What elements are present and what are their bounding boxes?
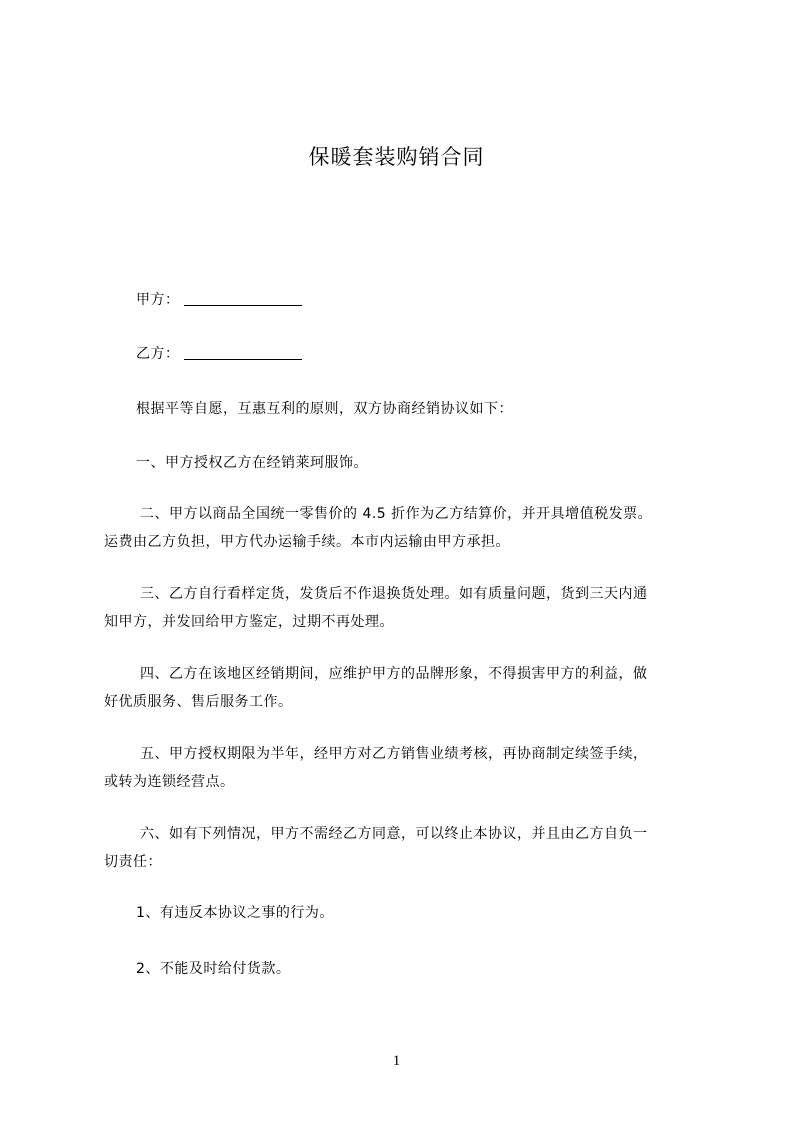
clause-1 — [104, 449, 704, 477]
clause-5 — [104, 740, 704, 796]
item-2 — [104, 955, 704, 983]
clause-3-line-1: 三、乙方自行看样定货，发货后不作退换货处理。如有质量问题，货到三天内通 — [140, 586, 648, 602]
party-b-line — [104, 340, 704, 368]
page-number: 1 — [392, 1053, 401, 1069]
document-title: 保暖套装购销合同 — [308, 145, 485, 169]
clause-1-text: 一、甲方授权乙方在经销莱珂服饰。 — [136, 455, 368, 471]
clause-6 — [104, 820, 704, 876]
item-1 — [104, 899, 704, 927]
clause-3 — [104, 580, 704, 636]
clause-5-line-2: 或转为连锁经营点。 — [104, 774, 235, 790]
clause-4 — [104, 660, 704, 716]
clause-2 — [104, 500, 704, 556]
party-b-blank — [184, 345, 302, 360]
intro-text: 根据平等自愿，互惠互利的原则，双方协商经销协议如下： — [136, 401, 513, 417]
item-2-text: 2、不能及时给付货款。 — [136, 961, 291, 977]
party-a-line — [104, 286, 704, 314]
party-a-blank — [184, 291, 302, 306]
intro-paragraph — [104, 395, 704, 423]
party-a-label: 甲方： — [136, 292, 180, 308]
clause-4-line-1: 四、乙方在该地区经销期间，应维护甲方的品牌形象，不得损害甲方的利益，做 — [140, 666, 648, 682]
clause-6-line-1: 六、如有下列情况，甲方不需经乙方同意，可以终止本协议，并且由乙方自负一 — [140, 826, 648, 842]
clause-2-line-1: 二、甲方以商品全国统一零售价的 4.5 折作为乙方结算价，并开具增值税发票。 — [140, 506, 653, 522]
item-1-text: 1、有违反本协议之事的行为。 — [136, 905, 334, 921]
clause-2-line-2: 运费由乙方负担，甲方代办运输手续。本市内运输由甲方承担。 — [104, 534, 510, 550]
clause-3-line-2: 知甲方，并发回给甲方鉴定，过期不再处理。 — [104, 614, 394, 630]
party-b-label: 乙方： — [136, 346, 180, 362]
clause-5-line-1: 五、甲方授权期限为半年，经甲方对乙方销售业绩考核，再协商制定续签手续， — [140, 746, 648, 762]
clause-4-line-2: 好优质服务、售后服务工作。 — [104, 694, 293, 710]
clause-6-line-2: 切责任： — [104, 854, 162, 870]
